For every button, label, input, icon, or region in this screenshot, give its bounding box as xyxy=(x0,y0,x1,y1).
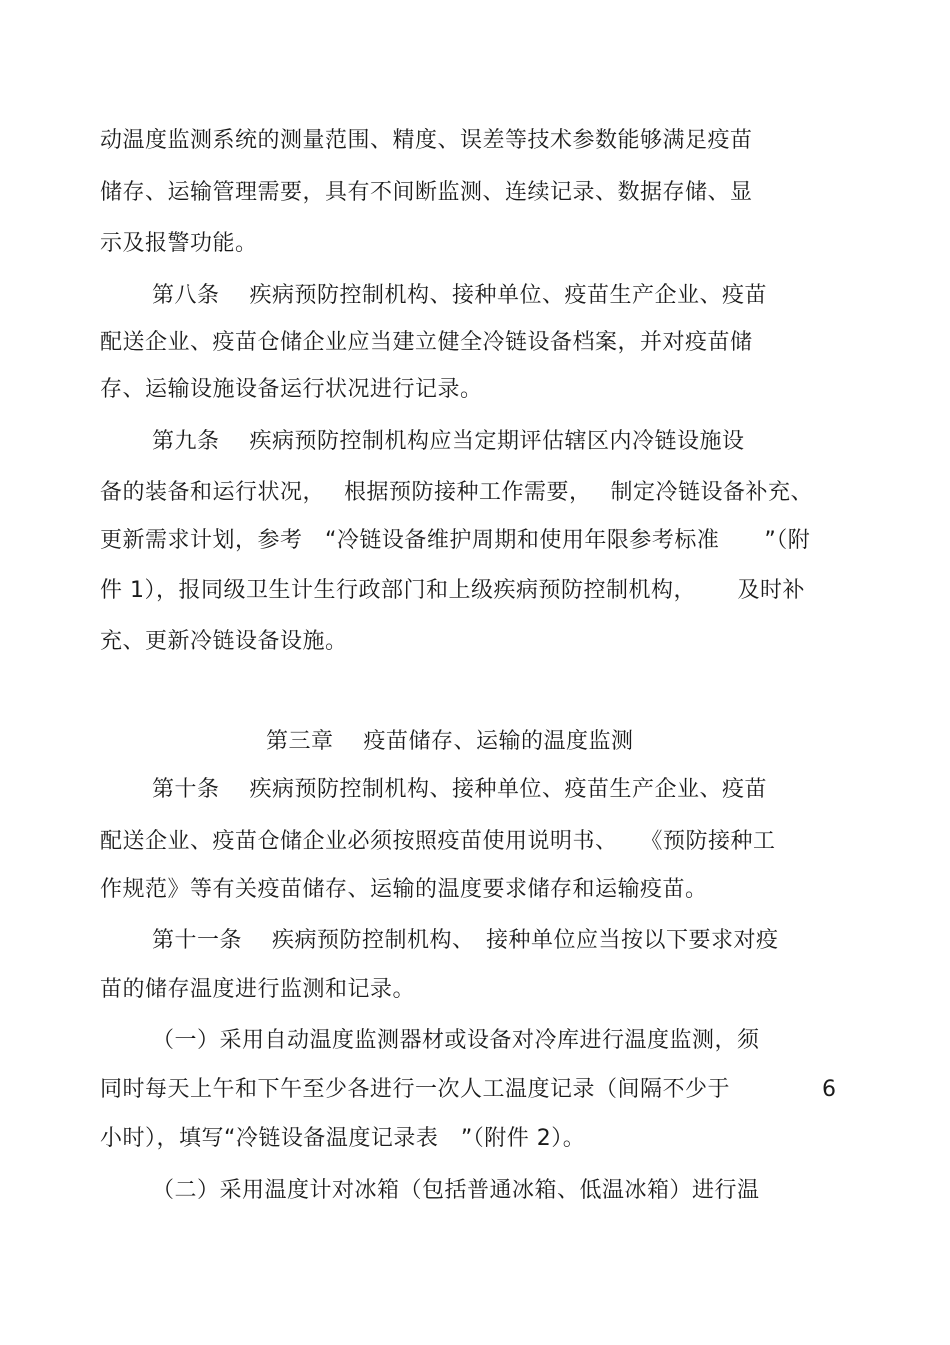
text-line: 作规范》等有关疫苗储存、运输的温度要求储存和运输疫苗。 xyxy=(100,877,708,902)
article-10-heading-line: 第十条 疾病预防控制机构、接种单位、疫苗生产企业、疫苗 xyxy=(152,777,767,802)
article-8-heading-line: 第八条 疾病预防控制机构、接种单位、疫苗生产企业、疫苗 xyxy=(152,283,767,308)
text-line: 小时），填写“冷链设备温度记录表 ”（附件 2）。 xyxy=(100,1126,586,1151)
text-line: 更新需求计划，参考 “冷链设备维护周期和使用年限参考标准 ”（附 xyxy=(100,528,811,553)
article-11-heading-line: 第十一条 疾病预防控制机构、 接种单位应当按以下要求对疫 xyxy=(152,928,779,953)
article-9-heading-line: 第九条 疾病预防控制机构应当定期评估辖区内冷链设施设 xyxy=(152,429,745,454)
text-line: 充、更新冷链设备设施。 xyxy=(100,629,348,654)
text-line: 同时每天上午和下午至少各进行一次人工温度记录（间隔不少于 xyxy=(100,1077,731,1102)
text-line: 配送企业、疫苗仓储企业必须按照疫苗使用说明书、 《预防接种工 xyxy=(100,829,776,854)
item-1-line: （一）采用自动温度监测器材或设备对冷库进行温度监测，须 xyxy=(152,1028,760,1053)
text-line: 存、运输设施设备运行状况进行记录。 xyxy=(100,377,483,402)
text-line: 备的装备和运行状况， 根据预防接种工作需要， 制定冷链设备补充、 xyxy=(100,480,813,505)
text-line: 苗的储存温度进行监测和记录。 xyxy=(100,977,416,1002)
text-line: 示及报警功能。 xyxy=(100,231,258,256)
text-line: 动温度监测系统的测量范围、精度、误差等技术参数能够满足疫苗 xyxy=(100,128,753,153)
text-line: 配送企业、疫苗仓储企业应当建立健全冷链设备档案，并对疫苗储 xyxy=(100,330,753,355)
chapter-3-title: 第三章 疫苗储存、运输的温度监测 xyxy=(266,729,634,754)
interval-hours-number: 6 xyxy=(822,1077,837,1102)
item-2-line: （二）采用温度计对冰箱（包括普通冰箱、低温冰箱）进行温 xyxy=(152,1178,760,1203)
text-line: 件 1），报同级卫生计生行政部门和上级疾病预防控制机构， 及时补 xyxy=(100,578,805,603)
text-line: 储存、运输管理需要，具有不间断监测、连续记录、数据存储、显 xyxy=(100,180,753,205)
